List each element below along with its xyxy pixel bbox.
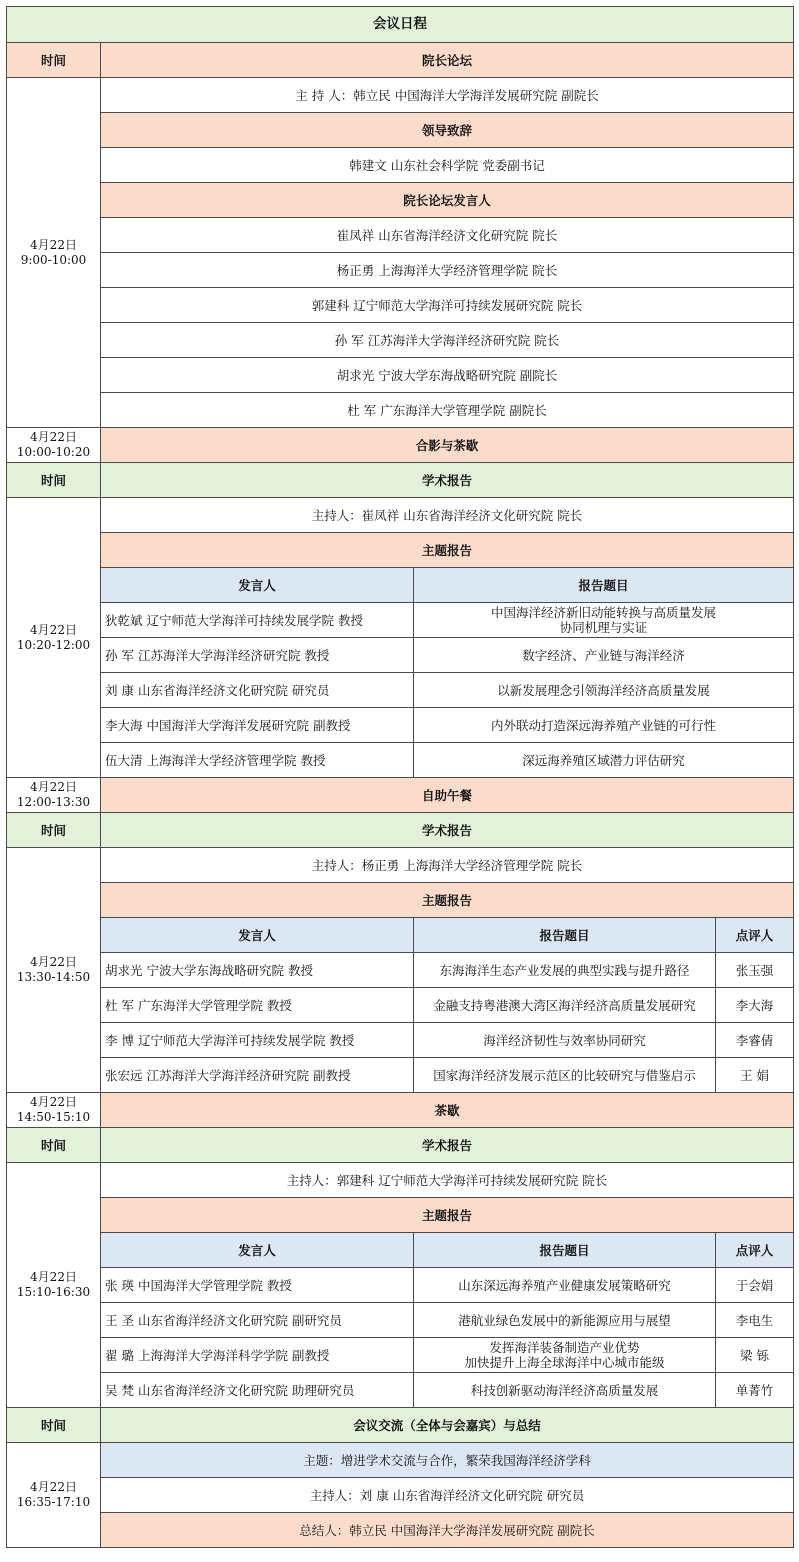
speaker-col-header: 发言人: [101, 1233, 414, 1268]
forum-speaker: 胡求光 宁波大学东海战略研究院 副院长: [101, 358, 794, 393]
report-speaker: 狄乾斌 辽宁师范大学海洋可持续发展学院 教授: [101, 603, 414, 638]
report-topic: 东海海洋生态产业发展的典型实践与提升路径: [414, 953, 716, 988]
lunch-time: [7, 778, 101, 813]
report-topic: 内外联动打造深远海养殖产业链的可行性: [414, 708, 794, 743]
report-speaker: 杜 军 广东海洋大学管理学院 教授: [101, 988, 414, 1023]
reviewer-col-header: 点评人: [716, 918, 794, 953]
lunch-label: 自助午餐: [101, 778, 794, 813]
report-topic: 港航业绿色发展中的新能源应用与展望: [414, 1303, 716, 1338]
keynote-header: 主题报告: [101, 883, 794, 918]
session1-hours: 9:00-10:00: [20, 252, 87, 267]
keynote-header: 主题报告: [101, 533, 794, 568]
report-speaker: 孙 军 江苏海洋大学海洋经济研究院 教授: [101, 638, 414, 673]
session2-host: 主持人：崔凤祥 山东省海洋经济文化研究院 院长: [101, 498, 794, 533]
report-speaker: 张宏远 江苏海洋大学海洋经济研究院 副教授: [101, 1058, 414, 1093]
session5-hours: 16:35-17:10: [16, 1495, 91, 1509]
session3-date: 4月22日: [30, 955, 77, 969]
report-topic: [414, 1338, 716, 1373]
speaker-col-header: 发言人: [101, 568, 414, 603]
break1-date: 4月22日: [30, 430, 77, 444]
report-reviewer: 李电生: [716, 1303, 794, 1338]
session5-date: 4月22日: [30, 1480, 77, 1494]
forum-speaker: 杨正勇 上海海洋大学经济管理学院 院长: [101, 253, 794, 288]
section-header-exchange: 会议交流（全体与会嘉宾）与总结: [101, 1408, 794, 1443]
report-speaker: 刘 康 山东省海洋经济文化研究院 研究员: [101, 673, 414, 708]
report-topic: 以新发展理念引领海洋经济高质量发展: [414, 673, 794, 708]
report-reviewer: 李睿倩: [716, 1023, 794, 1058]
report-topic-line: 协同机理与实证: [559, 620, 648, 635]
forum-speaker: 郭建科 辽宁师范大学海洋可持续发展研究院 院长: [101, 288, 794, 323]
report-speaker: 张 瑛 中国海洋大学管理学院 教授: [101, 1268, 414, 1303]
session1-host: 主 持 人：韩立民 中国海洋大学海洋发展研究院 副院长: [101, 78, 794, 113]
exchange-host: 主持人：刘 康 山东省海洋经济文化研究院 研究员: [101, 1478, 794, 1513]
welcome-header: 领导致辞: [101, 113, 794, 148]
schedule-table: [6, 6, 794, 1548]
schedule-title: 会议日程: [7, 7, 794, 43]
section-header-academic: 学术报告: [101, 463, 794, 498]
report-topic: 深远海养殖区域潜力评估研究: [414, 743, 794, 778]
report-topic: 数字经济、产业链与海洋经济: [414, 638, 794, 673]
tea-label: 茶歇: [101, 1093, 794, 1128]
topic-col-header: 报告题目: [414, 1233, 716, 1268]
session3-host: 主持人：杨正勇 上海海洋大学经济管理学院 院长: [101, 848, 794, 883]
topic-col-header: 报告题目: [414, 918, 716, 953]
report-speaker: 李大海 中国海洋大学海洋发展研究院 副教授: [101, 708, 414, 743]
time-header: 时间: [7, 463, 101, 498]
report-topic: 金融支持粤港澳大湾区海洋经济高质量发展研究: [414, 988, 716, 1023]
session3-time: [7, 848, 101, 1093]
section-header-academic: 学术报告: [101, 813, 794, 848]
report-speaker: 胡求光 宁波大学东海战略研究院 教授: [101, 953, 414, 988]
tea-time: [7, 1093, 101, 1128]
report-topic-line: 加快提升上海全球海洋中心城市能级: [464, 1355, 665, 1370]
forum-speaker: 崔凤祥 山东省海洋经济文化研究院 院长: [101, 218, 794, 253]
forum-speaker: 杜 军 广东海洋大学管理学院 副院长: [101, 393, 794, 428]
session1-date: 4月22日: [30, 237, 77, 252]
report-topic-line: 发挥海洋装备制造产业优势: [489, 1340, 640, 1355]
section-header-academic: 学术报告: [101, 1128, 794, 1163]
break1-label: 合影与茶歇: [101, 428, 794, 463]
report-topic-line: 中国海洋经济新旧动能转换与高质量发展: [490, 605, 716, 620]
time-header: 时间: [7, 1408, 101, 1443]
time-header: 时间: [7, 1128, 101, 1163]
section-header-forum: 院长论坛: [101, 43, 794, 78]
forum-speaker: 孙 军 江苏海洋大学海洋经济研究院 院长: [101, 323, 794, 358]
report-speaker: 王 圣 山东省海洋经济文化研究院 副研究员: [101, 1303, 414, 1338]
exchange-theme: 主题：增进学术交流与合作，繁荣我国海洋经济学科: [101, 1443, 794, 1478]
tea-date: 4月22日: [30, 1095, 77, 1109]
report-reviewer: 单菁竹: [716, 1373, 794, 1408]
session2-date: 4月22日: [30, 622, 77, 637]
time-header: 时间: [7, 43, 101, 78]
time-header: 时间: [7, 813, 101, 848]
report-topic: 海洋经济韧性与效率协同研究: [414, 1023, 716, 1058]
session3-hours: 13:30-14:50: [16, 970, 91, 984]
topic-col-header: 报告题目: [414, 568, 794, 603]
session4-host: 主持人：郭建科 辽宁师范大学海洋可持续发展研究院 院长: [101, 1163, 794, 1198]
report-topic: [414, 603, 794, 638]
welcome-speaker: 韩建文 山东社会科学院 党委副书记: [101, 148, 794, 183]
keynote-header: 主题报告: [101, 1198, 794, 1233]
session2-time: [7, 498, 101, 778]
report-topic: 山东深远海养殖产业健康发展策略研究: [414, 1268, 716, 1303]
tea-hours: 14:50-15:10: [16, 1110, 91, 1124]
session4-hours: 15:10-16:30: [16, 1285, 91, 1299]
break1-hours: 10:00-10:20: [16, 445, 91, 459]
report-speaker: 李 博 辽宁师范大学海洋可持续发展学院 教授: [101, 1023, 414, 1058]
session5-time: [7, 1443, 101, 1548]
lunch-hours: 12:00-13:30: [16, 795, 91, 809]
report-reviewer: 于会娟: [716, 1268, 794, 1303]
report-topic: 科技创新驱动海洋经济高质量发展: [414, 1373, 716, 1408]
report-reviewer: 王 娟: [716, 1058, 794, 1093]
report-reviewer: 梁 铄: [716, 1338, 794, 1373]
report-speaker: 吴 梵 山东省海洋经济文化研究院 助理研究员: [101, 1373, 414, 1408]
exchange-summary: 总结人：韩立民 中国海洋大学海洋发展研究院 副院长: [101, 1513, 794, 1548]
report-topic: 国家海洋经济发展示范区的比较研究与借鉴启示: [414, 1058, 716, 1093]
session4-time: [7, 1163, 101, 1408]
report-reviewer: 李大海: [716, 988, 794, 1023]
lunch-date: 4月22日: [30, 780, 77, 794]
session2-hours: 10:20-12:00: [16, 637, 91, 652]
report-reviewer: 张玉强: [716, 953, 794, 988]
forum-speakers-header: 院长论坛发言人: [101, 183, 794, 218]
session1-time: [7, 78, 101, 428]
speaker-col-header: 发言人: [101, 918, 414, 953]
reviewer-col-header: 点评人: [716, 1233, 794, 1268]
report-speaker: 翟 璐 上海海洋大学海洋科学学院 副教授: [101, 1338, 414, 1373]
break1-time: [7, 428, 101, 463]
session4-date: 4月22日: [30, 1270, 77, 1284]
report-speaker: 伍大清 上海海洋大学经济管理学院 教授: [101, 743, 414, 778]
